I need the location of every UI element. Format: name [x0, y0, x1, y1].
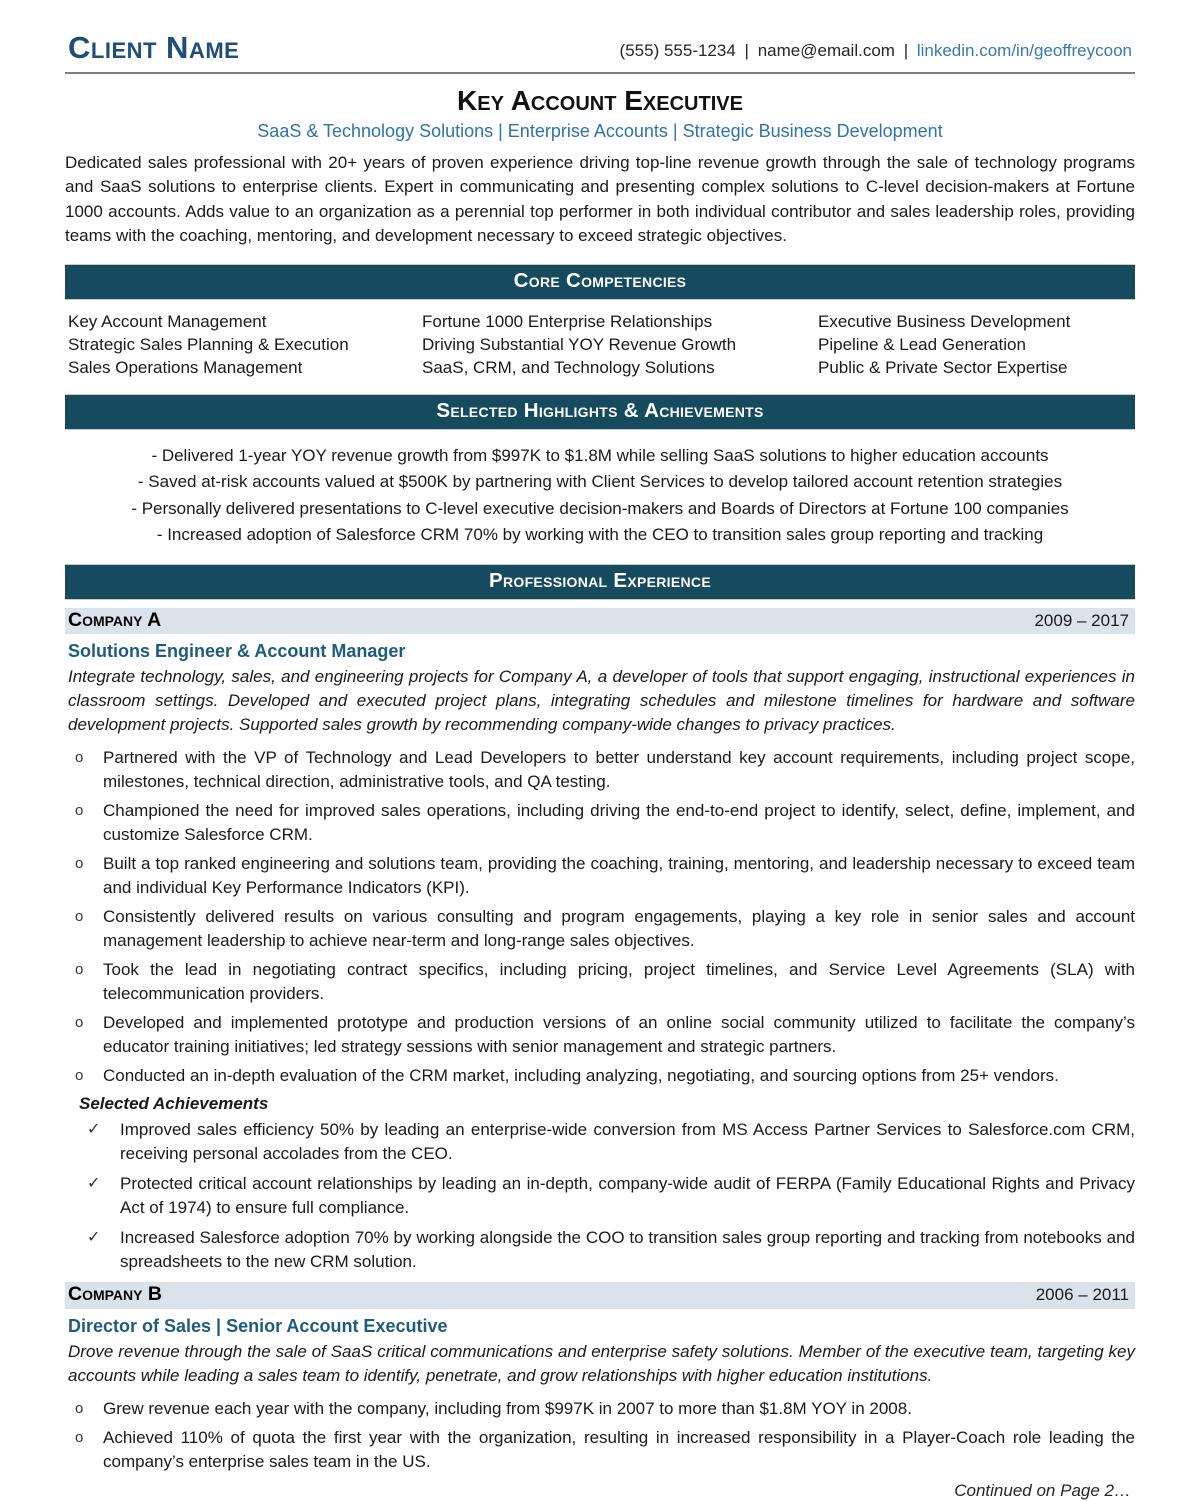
achievement-text: Improved sales efficiency 50% by leading an enterprise-wide conversion from MS Access Partner Services to Salesforce.com CRM, receiving personal accolades from the CEO.	[120, 1120, 1135, 1164]
list-item	[65, 799, 1135, 847]
list-item	[65, 958, 1135, 1006]
phone-number: (555) 555-1234	[619, 41, 736, 60]
list-item	[65, 746, 1135, 794]
list-item	[65, 1011, 1135, 1059]
section-heading-core-competencies: Core Competencies	[65, 264, 1135, 300]
highlights-list	[65, 443, 1135, 549]
competency-column	[818, 310, 1132, 379]
list-item	[65, 1426, 1135, 1474]
achievement-text: Increased Salesforce adoption 70% by working alongside the COO to transition sales group reporting and tracking from notebooks and spreadsheets to the new CRM solution.	[120, 1228, 1135, 1272]
bullet-text: Partnered with the VP of Technology and Lead Developers to better understand key account requirements, including project scope, milestones, technical direction, administrative tools, and QA testing.	[103, 748, 1135, 792]
header	[65, 32, 1135, 63]
checkmark-icon: ✓	[87, 1121, 101, 1139]
contact-separator: |	[744, 41, 749, 60]
contact-line	[620, 41, 1132, 63]
list-item	[65, 1397, 1135, 1421]
section-heading-experience: Professional Experience	[65, 564, 1135, 600]
checkmark-icon: ✓	[87, 1175, 101, 1193]
highlight-item: - Increased adoption of Salesforce CRM 70% by working with the CEO to transition sales group reporting and tracking	[156, 525, 1044, 545]
company-dates: 2009 – 2017	[1034, 610, 1129, 630]
competency-column	[422, 310, 818, 379]
list-item	[65, 1064, 1135, 1088]
bullet-text: Championed the need for improved sales operations, including driving the end-to-end project to identify, select, define, implement, and customize Salesforce CRM.	[103, 801, 1135, 845]
list-item	[87, 1172, 1135, 1220]
achievement-text: Protected critical account relationships by leading an in-depth, company-wide audit of FERPA (Family Educational Rights and Privacy Act of 1974) to ensure full compliance.	[120, 1174, 1135, 1218]
circle-bullet-icon: o	[75, 1399, 84, 1417]
company-a-achievements	[87, 1118, 1135, 1274]
competency-item: Pipeline & Lead Generation	[818, 334, 1026, 354]
competency-item: SaaS, CRM, and Technology Solutions	[422, 357, 715, 377]
highlight-item: - Delivered 1-year YOY revenue growth from $997K to $1.8M while selling SaaS solutions to higher education accounts	[151, 445, 1049, 465]
contact-separator: |	[903, 41, 909, 60]
bullet-text: Built a top ranked engineering and solutions team, providing the coaching, training, mentoring, and leadership necessary to exceed team and individual Key Performance Indicators (KPI).	[103, 854, 1135, 898]
bullet-text: Grew revenue each year with the company, including from $997K in 2007 to more than $1.8M YOY in 2008.	[103, 1398, 912, 1418]
bullet-text: Developed and implemented prototype and production versions of an online social community utilized to facilitate the company’s educator training initiatives; led strategy sessions with senior management and strategic partners.	[103, 1013, 1135, 1057]
competency-item: Sales Operations Management	[68, 357, 303, 377]
company-dates: 2006 – 2011	[1035, 1285, 1129, 1305]
bullet-text: Conducted an in-depth evaluation of the CRM market, including analyzing, negotiating, and sourcing options from 25+ vendors.	[103, 1066, 1059, 1086]
header-divider	[65, 72, 1135, 74]
circle-bullet-icon: o	[75, 1067, 84, 1085]
competency-item: Public & Private Sector Expertise	[818, 357, 1068, 377]
company-b-bullets	[65, 1397, 1135, 1474]
summary-paragraph: Dedicated sales professional with 20+ years of proven experience driving top-line revenue growth through the sale of technology programs and SaaS solutions to enterprise clients. Expert in communicating and presenting complex solutions to C-level decision-makers at Fortune 1000 accounts. Adds value to an organization as a perennial top performer in both individual contributor and sales leadership roles, providing teams with the coaching, mentoring, and development necessary to exceed strategic objectives.	[65, 152, 1135, 246]
bullet-text: Consistently delivered results on various consulting and program engagements, playing a key role in senior sales and account management leadership to achieve near-term and long-range sales objectives.	[103, 907, 1135, 951]
circle-bullet-icon: o	[75, 802, 84, 820]
role-title: Solutions Engineer & Account Manager	[68, 641, 406, 662]
circle-bullet-icon: o	[75, 1428, 84, 1446]
circle-bullet-icon: o	[75, 749, 84, 767]
list-item	[87, 1118, 1135, 1166]
competency-item: Executive Business Development	[818, 311, 1071, 331]
client-name: Client Name	[68, 30, 240, 65]
page-title: Key Account Executive	[457, 85, 743, 116]
checkmark-icon: ✓	[87, 1229, 101, 1247]
company-overview: Integrate technology, sales, and engineering projects for Company A, a developer of tools that support engaging, instructional experiences in classroom settings. Developed and executed project plans, integrating schedules and milestone timelines for hardware and software development projects. Supported sales growth by recommending company-wide changes to privacy practices.	[68, 667, 1135, 735]
bullet-text: Took the lead in negotiating contract specifics, including pricing, project timelines, and Service Level Agreements (SLA) with telecommunication providers.	[103, 960, 1135, 1004]
linkedin-link[interactable]: linkedin.com/in/geoffreycoon	[916, 41, 1132, 60]
company-a-bar	[65, 608, 1135, 634]
role-title: Director of Sales | Senior Account Executive	[68, 1315, 448, 1336]
email-address: name@email.com	[757, 41, 895, 60]
selected-achievements-heading: Selected Achievements	[79, 1094, 269, 1114]
list-item	[65, 905, 1135, 953]
page-subtitle: SaaS & Technology Solutions | Enterprise Accounts | Strategic Business Development	[257, 120, 943, 141]
list-item	[65, 852, 1135, 900]
competency-item: Strategic Sales Planning & Execution	[68, 334, 349, 354]
list-item	[87, 1226, 1135, 1274]
company-overview: Drove revenue through the sale of SaaS critical communications and enterprise safety solutions. Member of the executive team, targeting key accounts while leading a sales team to identify, penetrate, and grow relationships with higher education institutions.	[68, 1341, 1135, 1385]
circle-bullet-icon: o	[75, 961, 84, 979]
company-b-bar	[65, 1282, 1135, 1308]
company-a-bullets	[65, 746, 1135, 1088]
circle-bullet-icon: o	[75, 908, 84, 926]
highlight-item: - Personally delivered presentations to C-level executive decision-makers and Boards of Directors at Fortune 100 companies	[131, 498, 1069, 518]
circle-bullet-icon: o	[75, 1014, 84, 1032]
competencies-columns	[65, 310, 1135, 379]
company-name: Company B	[68, 1283, 162, 1306]
bullet-text: Achieved 110% of quota the first year with the organization, resulting in increased responsibility in a Player-Coach role leading the company’s enterprise sales team in the US.	[103, 1427, 1135, 1471]
competency-item: Fortune 1000 Enterprise Relationships	[422, 311, 713, 331]
competency-column	[68, 310, 422, 379]
continued-on-page-2-note: Continued on Page 2…	[954, 1480, 1131, 1500]
circle-bullet-icon: o	[75, 855, 84, 873]
company-name: Company A	[68, 608, 162, 631]
competency-item: Key Account Management	[68, 311, 267, 331]
competency-item: Driving Substantial YOY Revenue Growth	[422, 334, 737, 354]
highlight-item: - Saved at-risk accounts valued at $500K by partnering with Client Services to develop tailored account retention strategies	[137, 472, 1063, 492]
section-heading-highlights: Selected Highlights & Achievements	[65, 394, 1135, 430]
